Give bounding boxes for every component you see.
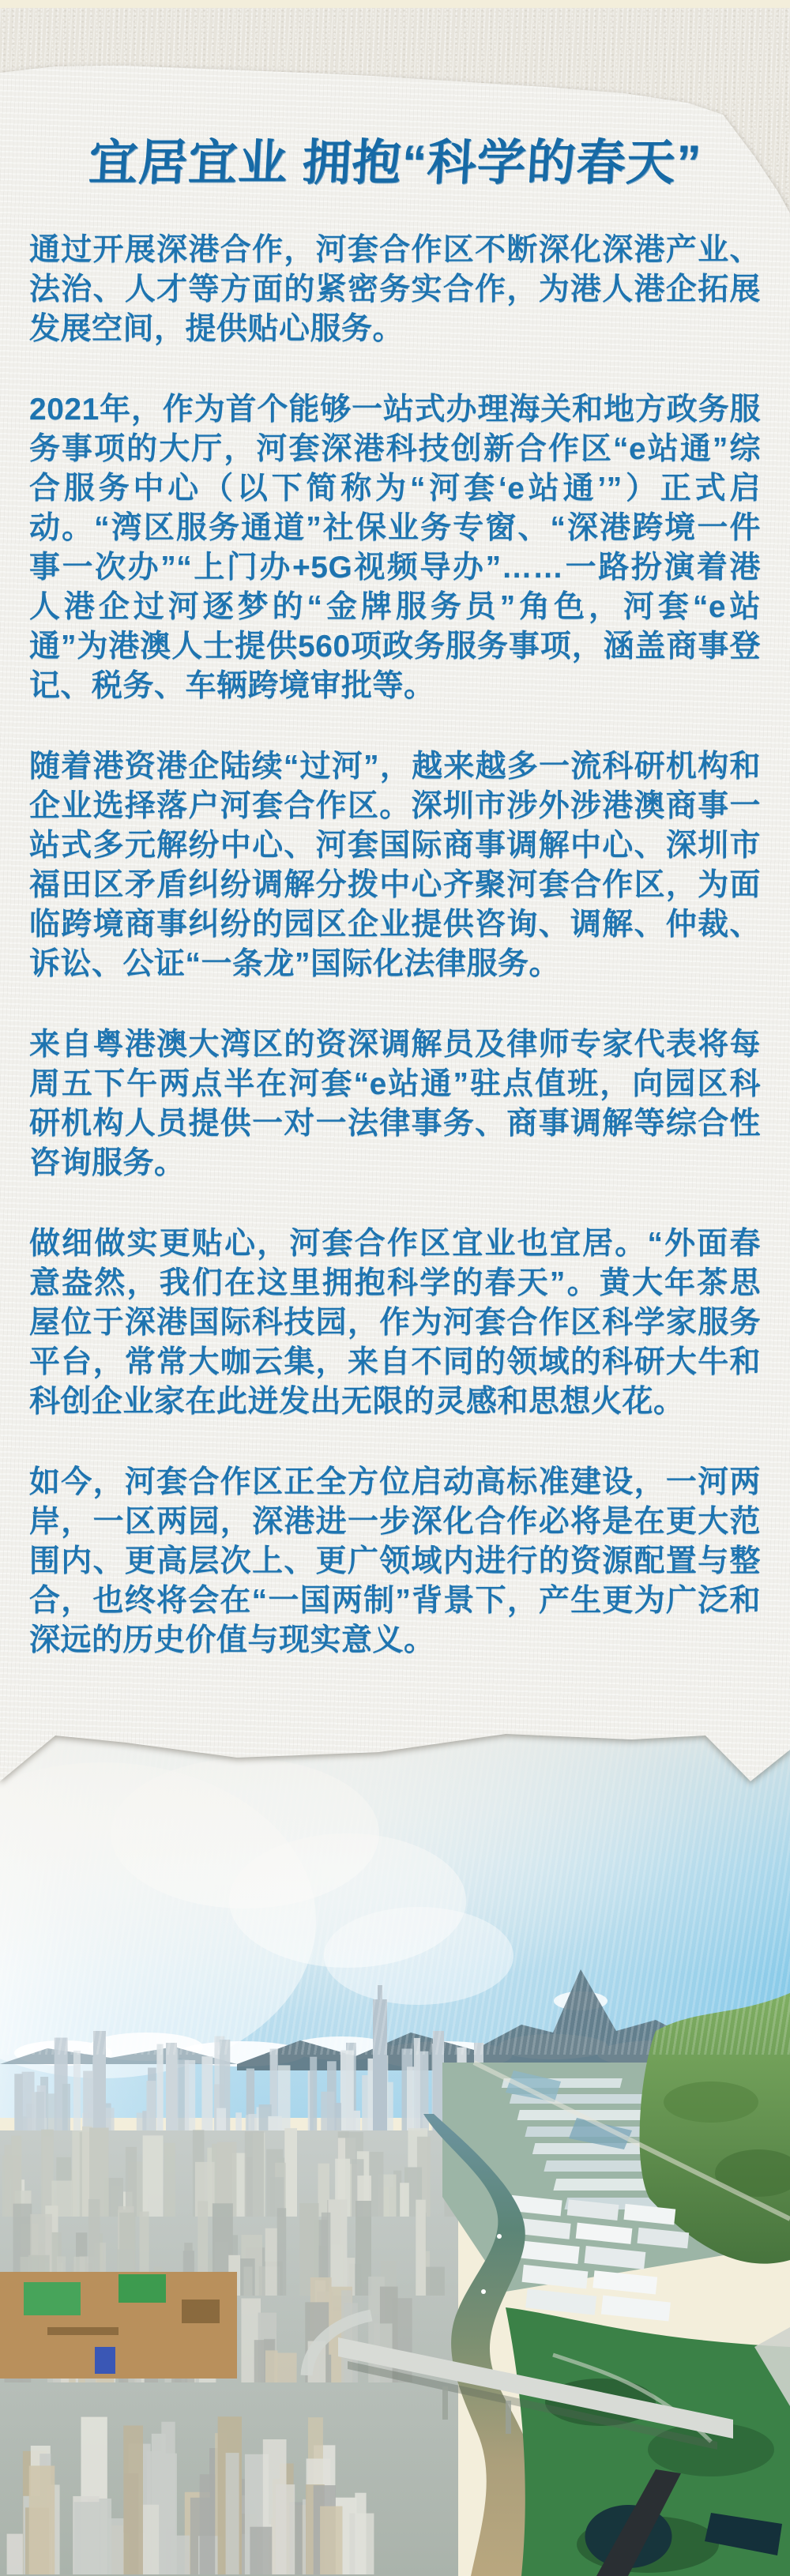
article-title: 宜居宜业 拥抱“科学的春天” <box>87 136 703 190</box>
aerial-photo <box>0 1691 790 2576</box>
paragraph-1: 通过开展深港合作，河套合作区不断深化深港产业、法治、人才等方面的紧密务实合作，为港人港企拓展发展空间，提供贴心服务。 <box>29 233 761 347</box>
photo-construction-site <box>0 2272 237 2379</box>
paragraph-5: 做细做实更贴心，河套合作区宜业也宜居。“外面春意盎然，我们在这里拥抱科学的春天”。黄大年茶思屋位于深港国际科技园，作为河套合作区科学家服务平台，常常大咖云集，来自不同的领域的科研大牛和科创企业家在此迸发出无限的灵感和思想火花。 <box>29 1227 761 1420</box>
photo-green-right <box>506 2307 790 2576</box>
paragraph-4: 来自粤港澳大湾区的资深调解员及律师专家代表将每周五下午两点半在河套“e站通”驻点值班，向园区科研机构人员提供一对一法律事务、商事调解等综合性咨询服务。 <box>29 1028 761 1181</box>
aerial-photo-svg <box>0 1691 790 2576</box>
paragraph-2: 2021年，作为首个能够一站式办理海关和地方政务服务事项的大厅，河套深港科技创新合作区“e站通”综合服务中心（以下简称为“河套‘e站通’”）正式启动。“湾区服务通道”社保业务专窗、“深港跨境一件事一次办”“上门办+5G视频导办”……一路扮演着港人港企过河逐梦的“金牌服务员”角色，河套“e站通”为港澳人士提供560项政务服务事项，涵盖商事登记、税务、车辆跨境审批等。 <box>29 393 761 704</box>
article-body <box>29 134 761 1702</box>
paragraph-3: 随着港资港企陆续“过河”，越来越多一流科研机构和企业选择落户河套合作区。深圳市涉外涉港澳商事一站式多元解纷中心、河套国际商事调解中心、深圳市福田区矛盾纠纷调解分拨中心齐聚河套合作区，为面临跨境商事纠纷的园区企业提供咨询、调解、仲裁、诉讼、公证“一条龙”国际化法律服务。 <box>29 750 761 982</box>
paragraph-6: 如今，河套合作区正全方位启动高标准建设，一河两岸，一区两园，深港进一步深化合作必将是在更大范围内、更高层次上、更广领域内进行的资源配置与整合，也终将会在“一国两制”背景下，产生更为广泛和深远的历史价值与现实意义。 <box>29 1465 761 1658</box>
